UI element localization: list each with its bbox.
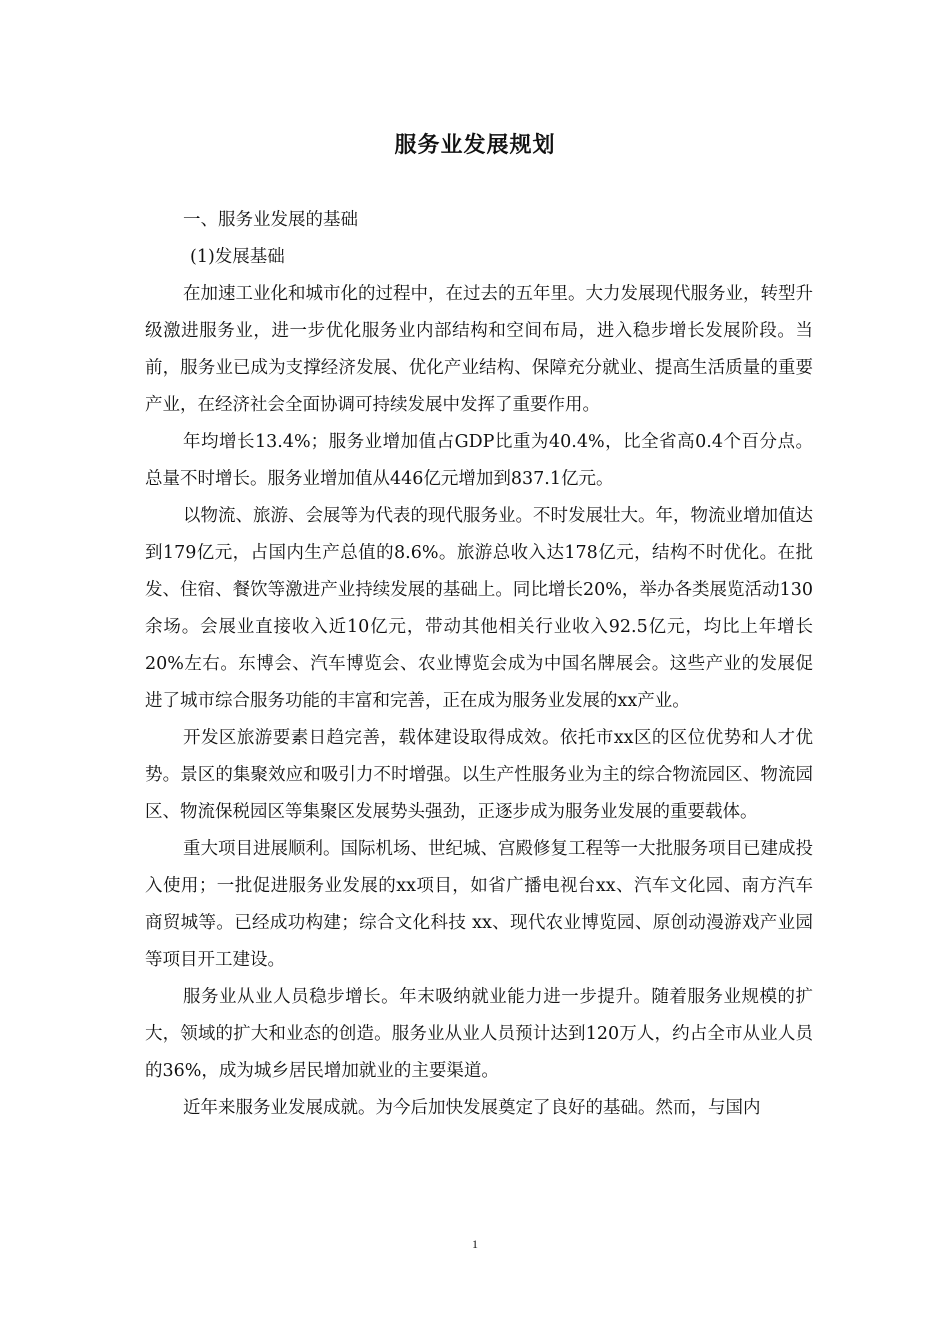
paragraph-4: 开发区旅游要素日趋完善，载体建设取得成效。依托市xx区的区位优势和人才优势。景区的集聚效应和吸引力不时增强。以生产性服务业为主的综合物流园区、物流园区、物流保税园区等集聚区发展势头强劲，正逐步成为服务业发展的重要载体。 [145,728,813,822]
paragraph-1: 在加速工业化和城市化的过程中，在过去的五年里。大力发展现代服务业，转型升级激进服务业，进一步优化服务业内部结构和空间布局，进入稳步增长发展阶段。当前，服务业已成为支撑经济发展、优化产业结构、保障充分就业、提高生活质量的重要产业，在经济社会全面协调可持续发展中发挥了重要作用。 [145,284,813,415]
section-heading: 一、服务业发展的基础 [183,210,358,230]
page-number: 1 [472,1237,478,1251]
paragraph-7: 近年来服务业发展成就。为今后加快发展奠定了良好的基础。然而，与国内 [183,1098,761,1118]
paragraph-3: 以物流、旅游、会展等为代表的现代服务业。不时发展壮大。年，物流业增加值达到179亿元，占国内生产总值的8.6%。旅游总收入达178亿元，结构不时优化。在批发、住宿、餐饮等激进产业持续发展的基础上。同比增长20%，举办各类展览活动130余场。会展业直接收入近10亿元，带动其他相关行业收入92.5亿元，均比上年增长20%左右。东博会、汽车博览会、农业博览会成为中国名牌展会。这些产业的发展促进了城市综合服务功能的丰富和完善，正在成为服务业发展的xx产业。 [145,506,813,711]
paragraph-5: 重大项目进展顺利。国际机场、世纪城、宫殿修复工程等一大批服务项目已建成投入使用；一批促进服务业发展的xx项目，如省广播电视台xx、汽车文化园、南方汽车商贸城等。已经成功构建；综合文化科技 xx、现代农业博览园、原创动漫游戏产业园等项目开工建设。 [145,839,813,970]
document-title: 服务业发展规划 [394,132,556,158]
paragraph-6: 服务业从业人员稳步增长。年末吸纳就业能力进一步提升。随着服务业规模的扩大，领域的扩大和业态的创造。服务业从业人员预计达到120万人，约占全市从业人员的36%，成为城乡居民增加就业的主要渠道。 [145,987,813,1081]
paragraph-2: 年均增长13.4%；服务业增加值占GDP比重为40.4%，比全省高0.4个百分点。总量不时增长。服务业增加值从446亿元增加到837.1亿元。 [145,432,813,489]
subsection-heading: (1)发展基础 [190,247,285,267]
document-body [145,202,813,1127]
